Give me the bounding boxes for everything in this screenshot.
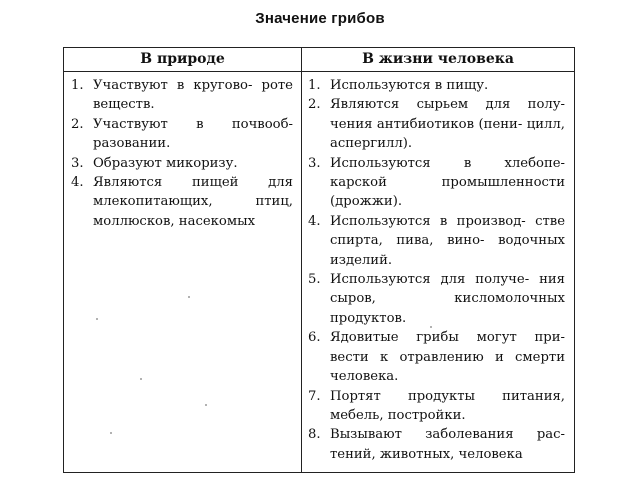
item-number: 4. bbox=[71, 175, 84, 191]
fungi-significance-table bbox=[63, 47, 575, 473]
scan-speck bbox=[205, 404, 207, 406]
item-text: Используются для получе- ния сыров, кисломолочных продуктов. bbox=[330, 272, 565, 326]
item-number: 8. bbox=[308, 427, 321, 443]
item-number: 2. bbox=[308, 97, 321, 113]
scan-speck bbox=[430, 326, 432, 328]
item-text: Участвуют в почвооб- разовании. bbox=[93, 116, 293, 152]
item-text: Используются в хлебопе- карской промышленности (дрожжи). bbox=[330, 155, 565, 210]
item-number: 6. bbox=[308, 330, 321, 346]
item-text: Портят продукты питания, мебель, постройки. bbox=[330, 388, 565, 423]
header-in-human-life: В жизни человека bbox=[362, 51, 514, 67]
in-human-life-list bbox=[308, 76, 565, 464]
item-text: Ядовитые грибы могут при- вести к отравлению и смерти человека. bbox=[330, 330, 565, 385]
item-number: 1. bbox=[71, 78, 84, 93]
item-number: 7. bbox=[308, 388, 321, 404]
list-item bbox=[308, 425, 565, 464]
item-number: 3. bbox=[308, 155, 321, 171]
item-text: Используются в пищу. bbox=[330, 78, 489, 93]
list-item bbox=[308, 270, 565, 328]
list-item bbox=[71, 76, 293, 115]
item-text: Вызывают заболевания рас- тений, животных, человека bbox=[330, 427, 565, 462]
item-number: 2. bbox=[71, 116, 84, 132]
list-item bbox=[71, 115, 293, 154]
list-item bbox=[71, 173, 293, 231]
item-text: Являются пищей для млекопитающих, птиц, моллюсков, насекомых bbox=[93, 175, 293, 229]
list-item bbox=[308, 387, 565, 426]
page-title: Значение грибов bbox=[255, 10, 385, 27]
scan-speck bbox=[110, 432, 112, 434]
scan-speck bbox=[96, 318, 98, 320]
item-text: Являются сырьем для полу- чения антибиотиков (пени- цилл, аспергилл). bbox=[330, 97, 565, 152]
list-item bbox=[308, 76, 565, 95]
item-text: Образуют микоризу. bbox=[93, 155, 238, 171]
list-item bbox=[308, 212, 565, 270]
item-number: 5. bbox=[308, 272, 321, 288]
list-item bbox=[308, 328, 565, 386]
item-number: 3. bbox=[71, 155, 84, 171]
scan-speck bbox=[140, 378, 142, 380]
scan-speck bbox=[188, 296, 190, 298]
column-divider bbox=[301, 48, 302, 472]
header-in-nature: В природе bbox=[140, 51, 225, 67]
list-item bbox=[71, 154, 293, 173]
list-item bbox=[308, 154, 565, 212]
table-header-row bbox=[64, 48, 574, 72]
item-text: Участвуют в кругово- роте веществ. bbox=[93, 78, 293, 113]
item-number: 1. bbox=[308, 78, 321, 93]
item-number: 4. bbox=[308, 213, 321, 229]
item-text: Используются в производ- стве спирта, пива, вино- водочных изделий. bbox=[330, 213, 565, 268]
in-nature-list bbox=[71, 76, 293, 231]
list-item bbox=[308, 95, 565, 153]
